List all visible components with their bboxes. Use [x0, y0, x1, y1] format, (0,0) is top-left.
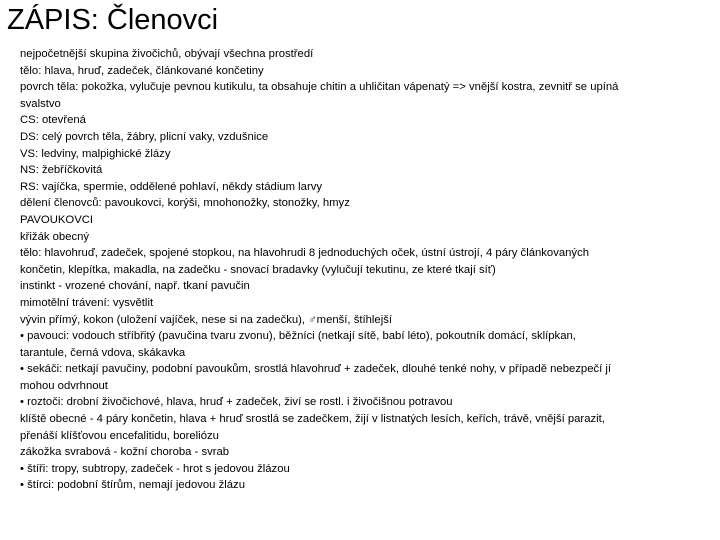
text-line: křižák obecný — [20, 230, 90, 243]
bullet-item: • štíři: tropy, subtropy, zadeček - hrot s jedovou žlázou — [20, 462, 290, 475]
text-line: zákožka svrabová - kožní choroba - svrab — [20, 446, 230, 459]
bullet-item: • štírci: podobní štírům, nemají jedovou žlázu — [20, 479, 245, 492]
text-line: dělení členovců: pavoukovci, korýši, mnohonožky, stonožky, hmyz — [20, 197, 350, 210]
text-line: mimotělní trávení: vysvětlit — [20, 296, 154, 309]
text-line: končetin, klepítka, makadla, na zadečku - snovací bradavky (vylučují tekutinu, ze které tkají síť) — [20, 263, 496, 276]
text-line: mohou odvrhnout — [20, 379, 108, 392]
text-line: povrch těla: pokožka, vylučuje pevnou kutikulu, ta obsahuje chitin a uhličitan vápenatý => vnější kostra, zevnitř se upíná — [20, 81, 619, 94]
bullet-item: • roztoči: drobní živočichové, hlava, hruď + zadeček, živí se rostl. i živočišnou potravou — [20, 396, 453, 409]
text-line: vývin přímý, kokon (uložení vajíček, nese si na zadečku), ♂menší, štíhlejší — [20, 313, 393, 326]
text-line: VS: ledviny, malpighické žlázy — [20, 147, 171, 160]
text-line: tarantule, černá vdova, skákavka — [20, 346, 186, 359]
text-line: klíště obecné - 4 páry končetin, hlava + hruď srostlá se zadečkem, žijí v listnatých lesích, keřích, trávě, vnější parazit, — [20, 413, 605, 426]
slide-title: ZÁPIS: Členovci — [7, 4, 219, 36]
text-line: tělo: hlava, hruď, zadeček, článkované končetiny — [20, 64, 264, 77]
text-line: přenáší klíšťovou encefalitidu, boreliózu — [20, 429, 219, 442]
bullet-item: • pavouci: vodouch stříbřitý (pavučina tvaru zvonu), běžníci (netkají sítě, babí léto), pokoutník domácí, sklípkan, — [20, 330, 576, 343]
text-line: CS: otevřená — [20, 114, 86, 127]
bullet-item: • sekáči: netkají pavučiny, podobní pavoukům, srostlá hlavohruď + zadeček, dlouhé tenké nohy, v případě nebezpečí jí — [20, 363, 612, 376]
text-line: DS: celý povrch těla, žábry, plicní vaky, vzdušnice — [20, 130, 269, 143]
text-line: nejpočetnější skupina živočichů, obývají všechna prostředí — [20, 48, 314, 60]
text-line: NS: žebříčkovitá — [20, 164, 103, 177]
text-line: instinkt - vrozené chování, např. tkaní pavučin — [20, 280, 250, 293]
text-line: tělo: hlavohruď, zadeček, spojené stopkou, na hlavohrudi 8 jednoduchých oček, ústní ústrojí, 4 páry článkovaných — [20, 247, 589, 260]
notes-body — [20, 46, 712, 494]
text-line: svalstvo — [20, 97, 61, 110]
section-heading: PAVOUKOVCI — [20, 213, 94, 226]
text-line: RS: vajíčka, spermie, oddělené pohlaví, někdy stádium larvy — [20, 180, 323, 193]
